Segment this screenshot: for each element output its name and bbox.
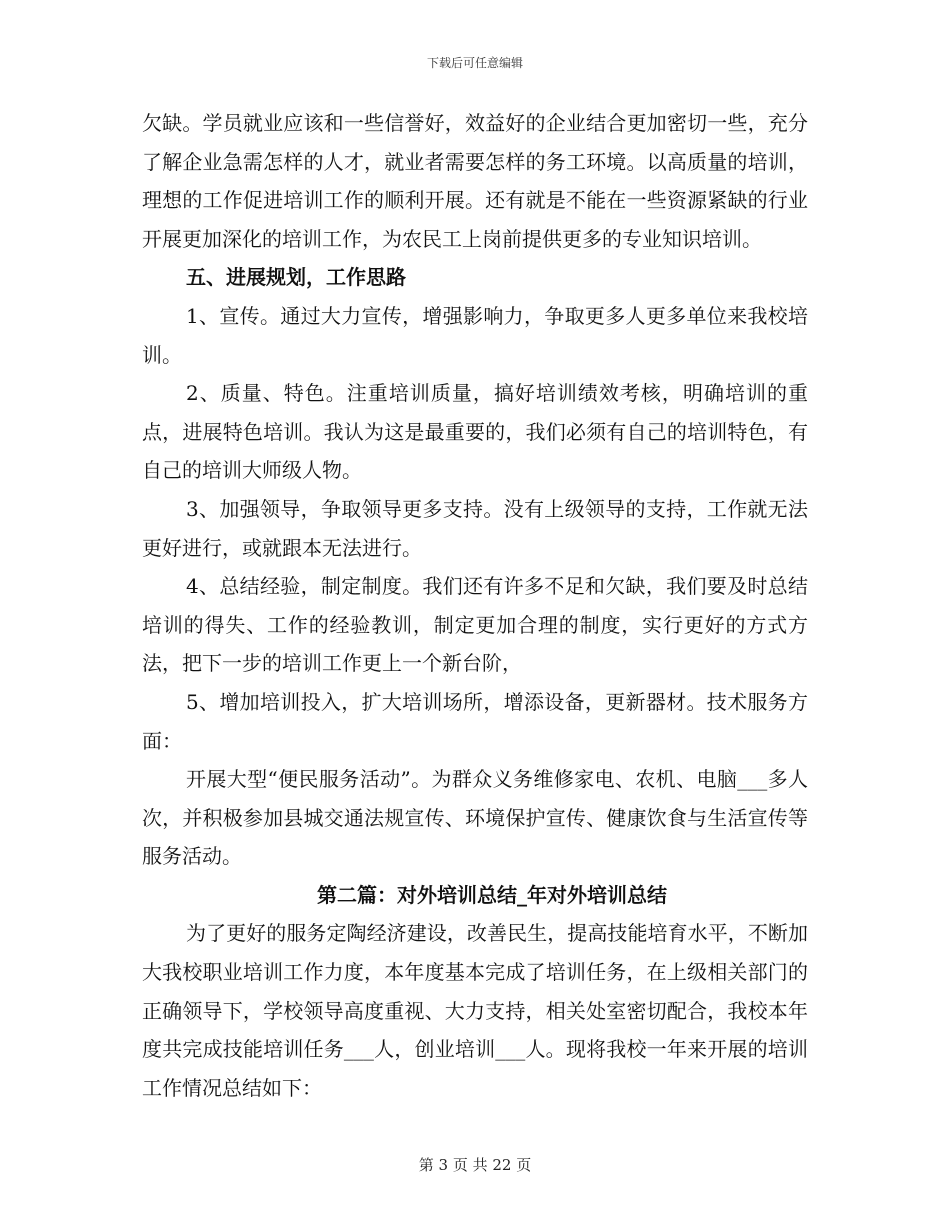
- paragraph-item-1: 1、宣传。通过大力宣传，增强影响力，争取更多人更多单位来我校培训。: [142, 303, 808, 367]
- document-body: [142, 104, 808, 1107]
- paragraph-continuation: 欠缺。学员就业应该和一些信誉好，效益好的企业结合更加密切一些，充分了解企业急需怎样的人才，就业者需要怎样的务工环境。以高质量的培训，理想的工作促进培训工作的顺利开展。还有就是不能在一些资源紧缺的行业开展更加深化的培训工作，为农民工上岗前提供更多的专业知识培训。: [142, 111, 808, 251]
- paragraph-item-5: 5、增加培训投入，扩大培训场所，增添设备，更新器材。技术服务方面：: [142, 689, 808, 753]
- paragraph-item-2: 2、质量、特色。注重培训质量，搞好培训绩效考核，明确培训的重点，进展特色培训。我认为这是最重要的，我们必须有自己的培训特色，有自己的培训大师级人物。: [142, 381, 808, 483]
- paragraph-item-4: 4、总结经验，制定制度。我们还有许多不足和欠缺，我们要及时总结培训的得失、工作的经验教训，制定更加合理的制度，实行更好的方式方法，把下一步的培训工作更上一个新台阶，: [142, 574, 808, 676]
- paragraph-service-activity: 开展大型“便民服务活动”。为群众义务维修家电、农机、电脑___多人次，并积极参加县城交通法规宣传、环境保护宣传、健康饮食与生活宣传等服务活动。: [142, 767, 808, 869]
- page-header-note: 下载后可任意编辑: [426, 56, 523, 70]
- paragraph-item-3: 3、加强领导，争取领导更多支持。没有上级领导的支持，工作就无法更好进行，或就跟本无法进行。: [142, 496, 808, 560]
- paragraph-summary-intro: 为了更好的服务定陶经济建设，改善民生，提高技能培育水平，不断加大我校职业培训工作力度，本年度基本完成了培训任务，在上级相关部门的正确领导下，学校领导高度重视、大力支持，相关处室密切配合，我校本年度共完成技能培训任务___人，创业培训___人。现将我校一年来开展的培训工作情况总结如下：: [142, 921, 808, 1100]
- chapter-title-part-two: 第二篇：对外培训总结_年对外培训总结: [317, 882, 667, 907]
- page-number: 第 3 页 共 22 页: [418, 1156, 532, 1174]
- section-heading-five: 五、进展规划，工作思路: [186, 265, 406, 290]
